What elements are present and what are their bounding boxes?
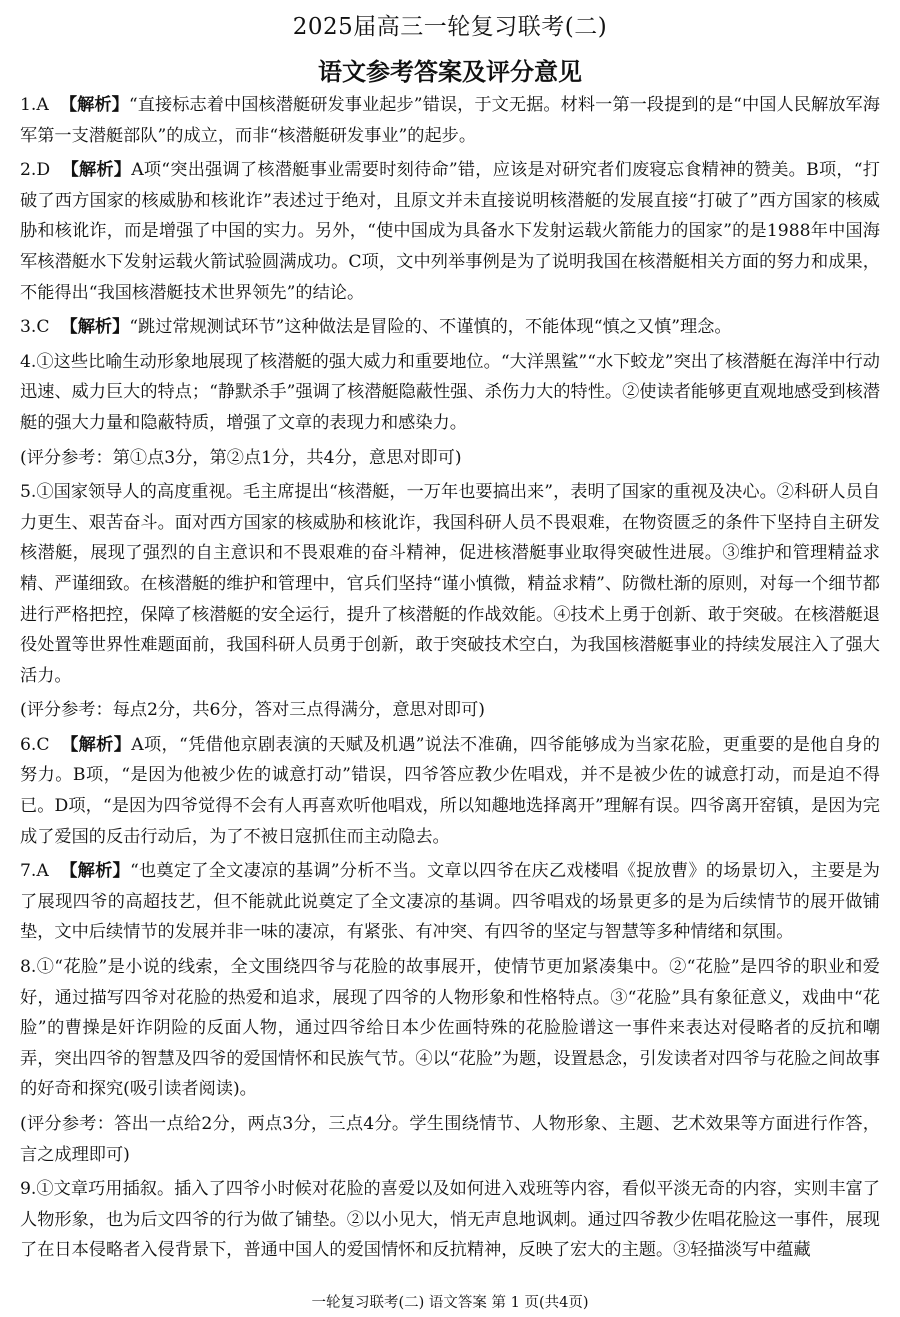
answer-number: 6.C <box>20 734 50 755</box>
scoring-note-4: (评分参考：第①点3分，第②点1分，共4分，意思对即可) <box>20 447 462 468</box>
answer-number: 3.C <box>20 317 50 338</box>
answer-number: 5. <box>20 482 37 503</box>
answer-item-2 <box>20 155 880 308</box>
analysis-tag: 【解析】 <box>60 317 130 338</box>
analysis-tag: 【解析】 <box>61 734 132 755</box>
scoring-note-8: (评分参考：答出一点给2分，两点3分，三点4分。学生围绕情节、人物形象、主题、艺术效果等方面进行作答，言之成理即可) <box>20 1114 880 1165</box>
answer-item-1 <box>20 90 880 151</box>
answer-number: 2.D <box>20 160 51 181</box>
page-subtitle: 语文参考答案及评分意见 <box>318 58 582 86</box>
answer-number: 4. <box>20 351 37 372</box>
answer-number: 1.A <box>20 95 49 115</box>
page-title: 2025届高三一轮复习联考(二) <box>292 14 608 40</box>
answer-item-3 <box>20 312 880 343</box>
answer-text: ①文章巧用插叙。插入了四爷小时候对花脸的喜爱以及如何进入戏班等内容，看似平淡无奇的内容，实则丰富了人物形象，也为后文四爷的行为做了铺垫。②以小见大，悄无声息地讽刺。通过四爷教少佐唱花脸这一事件，展现了在日本侵略者入侵背景下，普通中国人的爱国情怀和反抗精神，反映了宏大的主题。③轻描淡写中蕴藏 <box>20 1179 880 1261</box>
answer-number: 7.A <box>20 861 49 882</box>
answer-number: 9. <box>20 1179 37 1200</box>
answer-list <box>20 90 880 1270</box>
answer-item-7 <box>20 856 880 948</box>
answer-text: “也奠定了全文凄凉的基调”分析不当。文章以四爷在庆乙戏楼唱《捉放曹》的场景切入，主要是为了展现四爷的高超技艺，但不能就此说奠定了全文凄凉的基调。四爷唱戏的场景更多的是为后续情节的展开做铺垫，文中后续情节的发展并非一味的凄凉，有紧张、有冲突、有四爷的坚定与智慧等多种情绪和氛围。 <box>20 861 880 943</box>
page-footer: 一轮复习联考(二) 语文答案 第 1 页(共4页) <box>311 1295 589 1311</box>
analysis-tag: 【解析】 <box>60 861 130 882</box>
answer-item-4 <box>20 347 880 439</box>
answer-text: A项，“凭借他京剧表演的天赋及机遇”说法不准确，四爷能够成为当家花脸，更重要的是他自身的努力。B项，“是因为他被少佐的诚意打动”错误，四爷答应教少佐唱戏，并不是被少佐的诚意打动，而是迫不得已。D项，“是因为四爷觉得不会有人再喜欢听他唱戏，所以知趣地选择离开”理解有误。四爷离开窑镇，是因为完成了爱国的反击行动后，为了不被日寇抓住而主动隐去。 <box>20 734 880 847</box>
answer-text: “跳过常规测试环节”这种做法是冒险的、不谨慎的，不能体现“慎之又慎”理念。 <box>129 317 732 338</box>
answer-item-5 <box>20 477 880 691</box>
answer-item-9 <box>20 1174 880 1266</box>
answer-item-6 <box>20 730 880 852</box>
answer-item-8 <box>20 952 880 1105</box>
answer-text: ①这些比喻生动形象地展现了核潜艇的强大威力和重要地位。“大洋黑鲨”“水下蛟龙”突出了核潜艇在海洋中行动迅速、威力巨大的特点；“静默杀手”强调了核潜艇隐蔽性强、杀伤力大的特性。②使读者能够更直观地感受到核潜艇的强大力量和隐蔽特质，增强了文章的表现力和感染力。 <box>20 351 880 433</box>
analysis-tag: 【解析】 <box>59 95 129 115</box>
answer-text: “直接标志着中国核潜艇研发事业起步”错误，于文无据。材料一第一段提到的是“中国人民解放军海军第一支潜艇部队”的成立，而非“核潜艇研发事业”的起步。 <box>20 95 880 146</box>
answer-number: 8. <box>20 957 37 978</box>
scoring-note-5: (评分参考：每点2分，共6分，答对三点得满分，意思对即可) <box>20 700 485 721</box>
analysis-tag: 【解析】 <box>61 160 132 181</box>
answer-text: A项“突出强调了核潜艇事业需要时刻待命”错，应该是对研究者们废寝忘食精神的赞美。B项，“打破了西方国家的核威胁和核讹诈”表述过于绝对，且原文并未直接说明核潜艇的发展直接“打破了”西方国家的核威胁和核讹诈，而是增强了中国的实力。另外，“使中国成为具备水下发射运载火箭能力的国家”的是1988年中国海军核潜艇水下发射运载火箭试验圆满成功。C项，文中列举事例是为了说明我国在核潜艇相关方面的努力和成果，不能得出“我国核潜艇技术世界领先”的结论。 <box>20 160 880 303</box>
answer-text: ①国家领导人的高度重视。毛主席提出“核潜艇，一万年也要搞出来”，表明了国家的重视及决心。②科研人员自力更生、艰苦奋斗。面对西方国家的核威胁和核讹诈，我国科研人员不畏艰难，在物资匮乏的条件下坚持自主研发核潜艇，展现了强烈的自主意识和不畏艰难的奋斗精神，促进核潜艇事业取得突破性进展。③维护和管理精益求精、严谨细致。在核潜艇的维护和管理中，官兵们坚持“谨小慎微，精益求精”、防微杜渐的原则，对每一个细节都进行严格把控，保障了核潜艇的安全运行，提升了核潜艇的作战效能。④技术上勇于创新、敢于突破。在核潜艇退役处置等世界性难题面前，我国科研人员勇于创新，敢于突破技术空白，为我国核潜艇事业的持续发展注入了强大活力。 <box>20 482 880 686</box>
answer-text: ①“花脸”是小说的线索，全文围绕四爷与花脸的故事展开，使情节更加紧凑集中。②“花脸”是四爷的职业和爱好，通过描写四爷对花脸的热爱和追求，展现了四爷的人物形象和性格特点。③“花脸”具有象征意义，戏曲中“花脸”的曹操是奸诈阴险的反面人物，通过四爷给日本少佐画特殊的花脸脸谱这一事件来表达对侵略者的反抗和嘲弄，突出四爷的智慧及四爷的爱国情怀和民族气节。④以“花脸”为题，设置悬念，引发读者对四爷与花脸之间故事的好奇和探究(吸引读者阅读)。 <box>20 957 880 1100</box>
